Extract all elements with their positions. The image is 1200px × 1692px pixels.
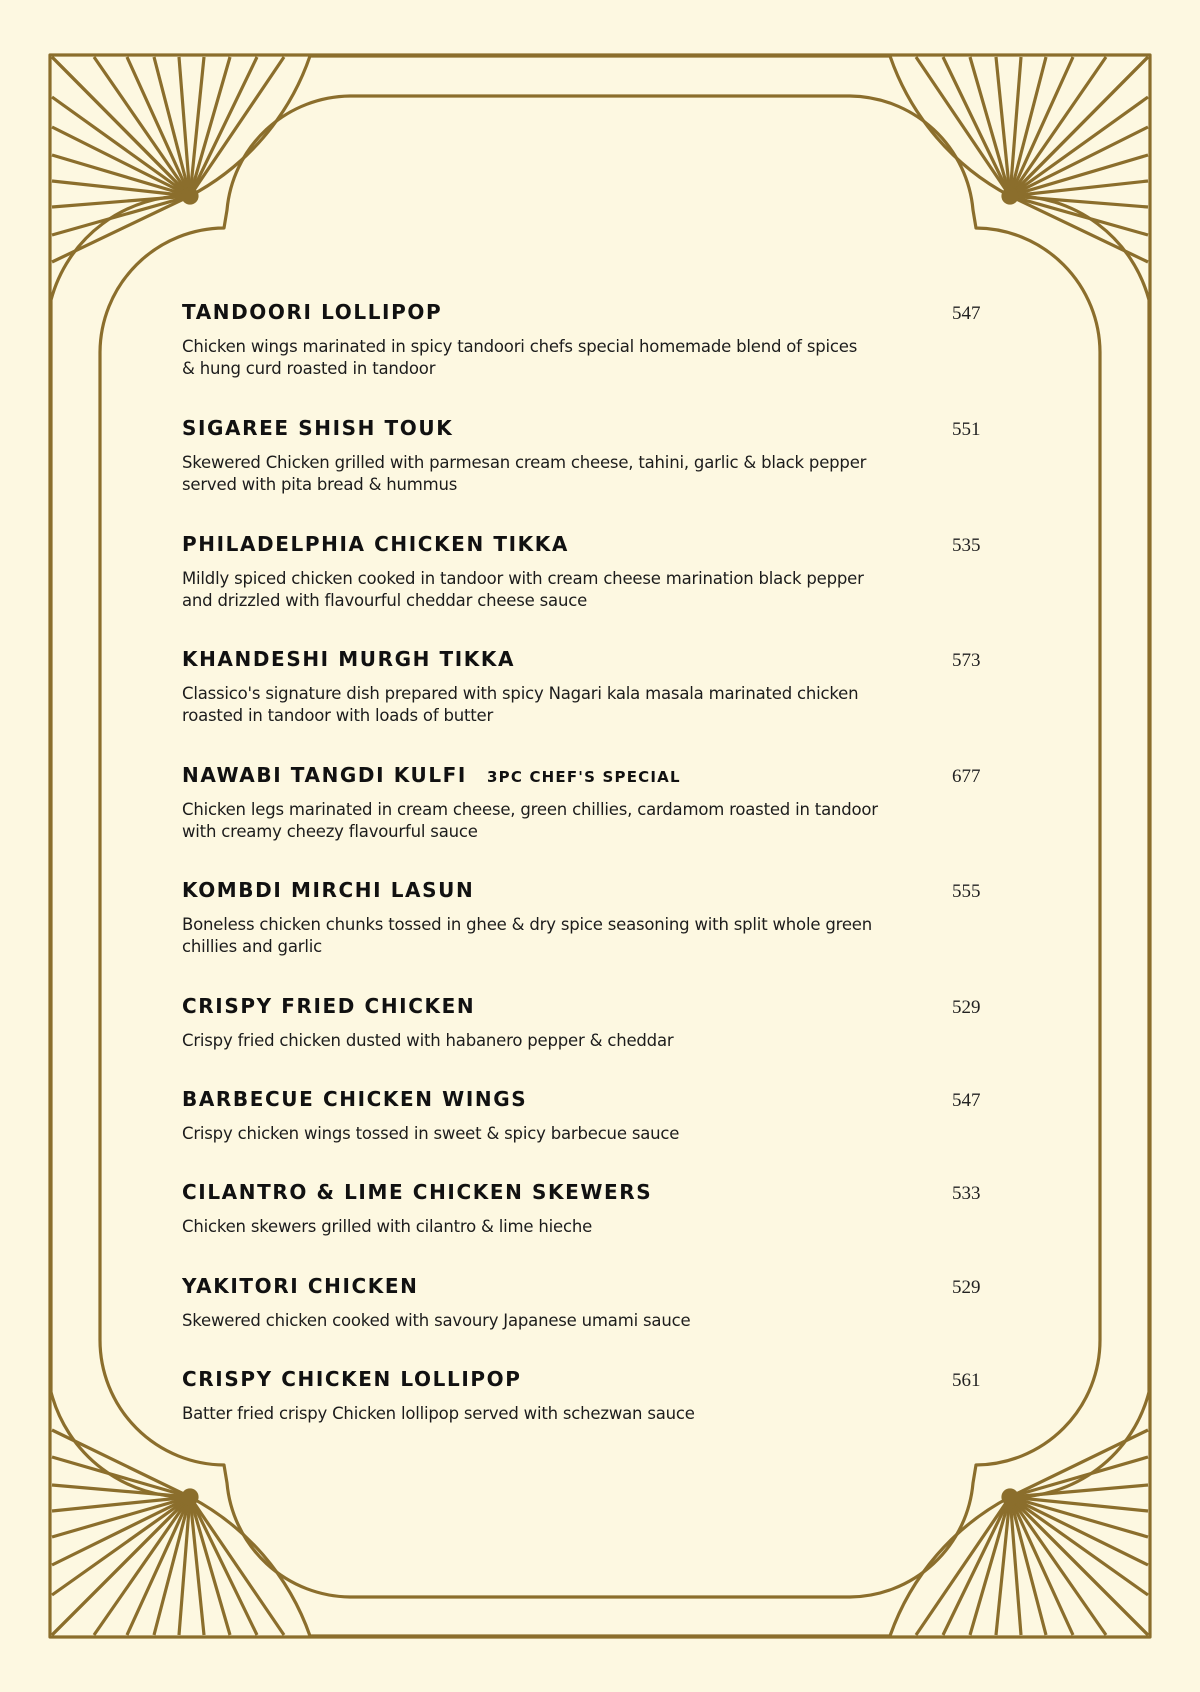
menu-item-description (182, 1216, 932, 1238)
menu-item-tag: 3PC CHEF'S SPECIAL (486, 768, 681, 786)
menu-item-price: 551 (952, 419, 981, 440)
description-line: Crispy fried chicken dusted with habanero pepper & cheddar (182, 1031, 674, 1050)
sunburst-top-right-icon (916, 57, 1148, 262)
menu-item-price: 561 (952, 1370, 981, 1391)
description-line: served with pita bread & hummus (182, 475, 458, 494)
menu-item-name: KHANDESHI MURGH TIKKA (182, 647, 516, 671)
menu-item-title-group (182, 878, 474, 902)
menu-item-description (182, 1310, 932, 1332)
description-line: chillies and garlic (182, 937, 322, 956)
menu-item-title-group (182, 300, 442, 324)
menu-item-name: SIGAREE SHISH TOUK (182, 416, 454, 440)
menu-item (182, 994, 1012, 1052)
menu-item-header (182, 1367, 1012, 1395)
menu-item-description (182, 452, 932, 496)
menu-item-title-group (182, 1367, 522, 1391)
description-line: Mildly spiced chicken cooked in tandoor with cream cheese marination black pepper (182, 569, 864, 588)
description-line: and drizzled with flavourful cheddar cheese sauce (182, 591, 588, 610)
menu-item (182, 532, 1012, 612)
menu-item-description (182, 914, 932, 958)
description-line: & hung curd roasted in tandoor (182, 359, 436, 378)
menu-item-name: PHILADELPHIA CHICKEN TIKKA (182, 532, 569, 556)
menu-item-description (182, 1030, 932, 1052)
description-line: Chicken wings marinated in spicy tandoori chefs special homemade blend of spices (182, 337, 858, 356)
menu-item-header (182, 300, 1012, 328)
menu-item-description (182, 1403, 932, 1425)
menu-item-price: 535 (952, 535, 981, 556)
menu-item-description (182, 799, 932, 843)
menu-item-title-group (182, 416, 453, 440)
menu-item-header (182, 1087, 1012, 1115)
menu-item-price: 529 (952, 1277, 981, 1298)
description-line: roasted in tandoor with loads of butter (182, 706, 494, 725)
menu-item-price: 547 (952, 1090, 981, 1111)
menu-item-header (182, 532, 1012, 560)
sunburst-top-left-icon (52, 57, 284, 262)
menu-item-header (182, 878, 1012, 906)
menu-item-name: KOMBDI MIRCHI LASUN (182, 878, 475, 902)
sunburst-bottom-right-icon (916, 1430, 1148, 1635)
menu-item-name: YAKITORI CHICKEN (182, 1274, 419, 1298)
menu-item-title-group (182, 1180, 652, 1204)
description-line: Chicken skewers grilled with cilantro & lime hieche (182, 1217, 593, 1236)
menu-item-price: 555 (952, 881, 981, 902)
menu-item-header (182, 416, 1012, 444)
menu-item-description (182, 1123, 932, 1145)
menu-item-description (182, 336, 932, 380)
description-line: Crispy chicken wings tossed in sweet & spicy barbecue sauce (182, 1124, 680, 1143)
menu-item-title-group (182, 1274, 418, 1298)
description-line: Classico's signature dish prepared with spicy Nagari kala masala marinated chicken (182, 684, 859, 703)
menu-item-name: NAWABI TANGDI KULFI (182, 763, 467, 787)
menu-item-name: BARBECUE CHICKEN WINGS (182, 1087, 528, 1111)
menu-item-price: 533 (952, 1183, 981, 1204)
menu-item-description (182, 568, 932, 612)
menu-item-name: CRISPY CHICKEN LOLLIPOP (182, 1367, 522, 1391)
menu-item-title-group (182, 1087, 527, 1111)
menu-item (182, 300, 1012, 380)
description-line: Chicken legs marinated in cream cheese, green chillies, cardamom roasted in tandoor (182, 800, 878, 819)
menu-item (182, 1274, 1012, 1332)
menu-item-name: CRISPY FRIED CHICKEN (182, 994, 476, 1018)
menu-item-name: CILANTRO & LIME CHICKEN SKEWERS (182, 1180, 653, 1204)
menu-item (182, 1087, 1012, 1145)
menu-item-price: 547 (952, 303, 981, 324)
menu-item-price: 529 (952, 997, 981, 1018)
sunburst-bottom-left-icon (52, 1430, 284, 1635)
description-line: Skewered Chicken grilled with parmesan cream cheese, tahini, garlic & black pepper (182, 453, 867, 472)
menu-item (182, 647, 1012, 727)
menu-item-title-group (182, 647, 515, 671)
menu-item-name: TANDOORI LOLLIPOP (182, 300, 443, 324)
menu-item (182, 878, 1012, 958)
menu-item-header (182, 1180, 1012, 1208)
menu-item-title-group (182, 532, 569, 556)
menu-item (182, 1367, 1012, 1425)
menu-item-header (182, 763, 1012, 791)
menu-item-header (182, 647, 1012, 675)
description-line: with creamy cheezy flavourful sauce (182, 822, 478, 841)
description-line: Boneless chicken chunks tossed in ghee & dry spice seasoning with split whole green (182, 915, 872, 934)
description-line: Skewered chicken cooked with savoury Japanese umami sauce (182, 1311, 691, 1330)
menu-item (182, 1180, 1012, 1238)
menu-item-header (182, 994, 1012, 1022)
menu-item-title-group (182, 763, 681, 787)
menu-item (182, 416, 1012, 496)
menu-item-price: 573 (952, 650, 981, 671)
menu-item (182, 763, 1012, 843)
menu-item-price: 677 (952, 766, 981, 787)
menu-item-description (182, 683, 932, 727)
menu-item-header (182, 1274, 1012, 1302)
description-line: Batter fried crispy Chicken lollipop served with schezwan sauce (182, 1404, 695, 1423)
menu-item-title-group (182, 994, 475, 1018)
